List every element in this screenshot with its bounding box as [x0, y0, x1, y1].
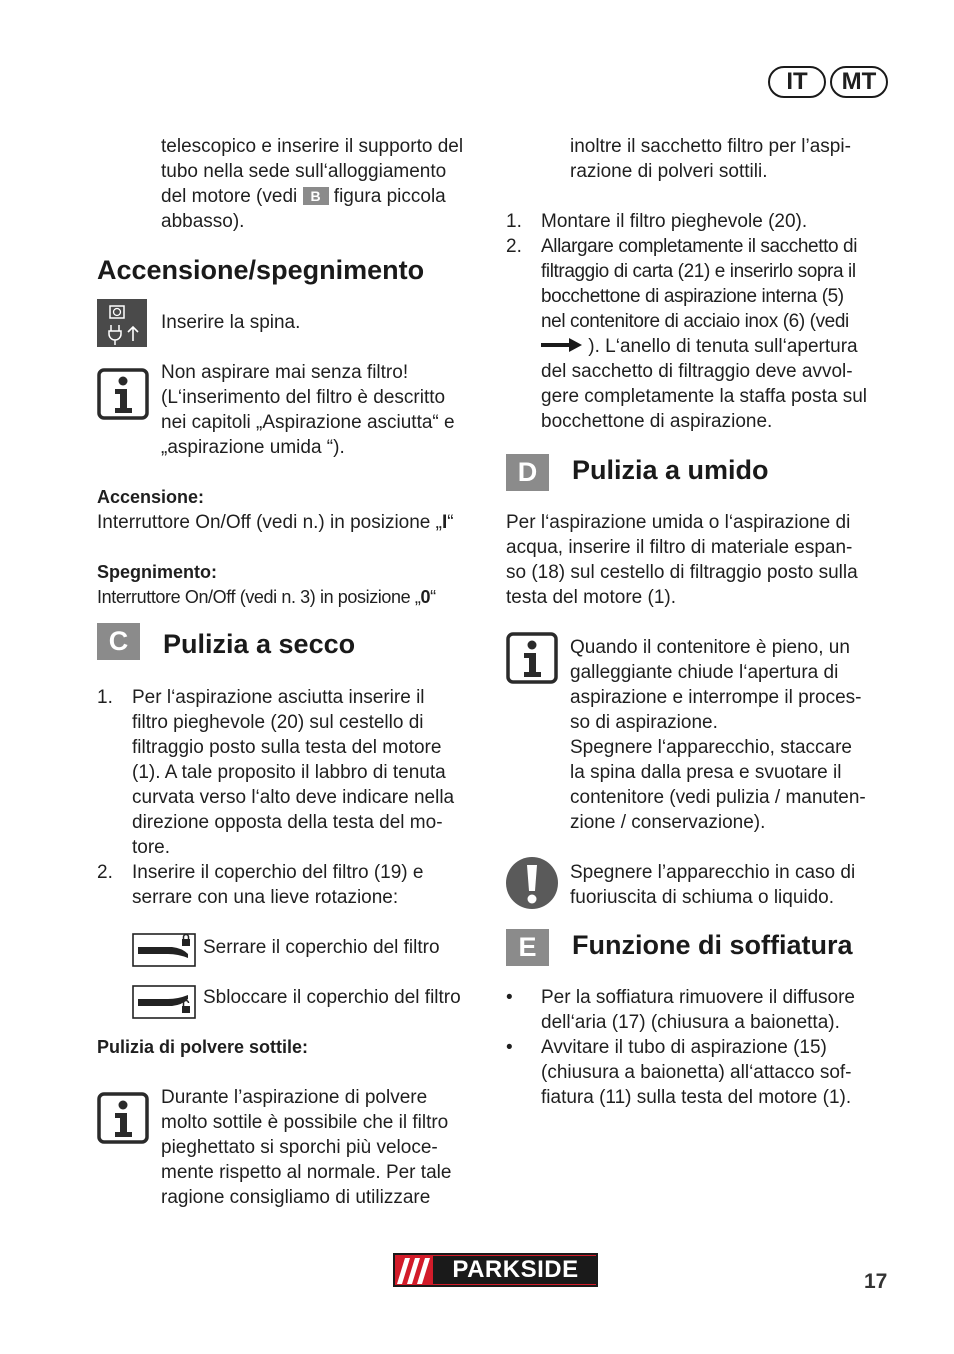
section-heading-wet: Pulizia a umido: [572, 455, 769, 485]
bullet: •: [506, 987, 513, 1008]
plug-icon: [97, 299, 147, 347]
parkside-logo: [393, 1253, 598, 1287]
list-item-number: 1.: [97, 687, 113, 708]
lock-cover-text: Serrare il coperchio del filtro: [203, 937, 440, 958]
switch-on-title: Accensione:: [97, 487, 205, 507]
list-item-number: 1.: [506, 211, 522, 232]
logo-stripes-icon: [397, 1258, 433, 1284]
switch-on-text: Interruttore On/Off (vedi n.) in posizione „I“: [97, 512, 454, 533]
bag-step-2: Allargare completamente il sacchetto di filtraggio di carta (21) e inserirlo sopra il bocchettone di aspirazione interna (5) nel contenitore di acciaio inox (6) (vedi ). L‘anello di tenuta sull‘apertura del sacchetto di filtraggio deve avvol- gere completamente la staffa posta sul bocchettone di aspirazione.: [541, 236, 868, 432]
dry-step-2: Inserire il coperchio del filtro (19) e serrare con una lieve rotazione:: [132, 862, 424, 908]
right-continuation: inoltre il sacchetto filtro per l’aspi- razione di polveri sottili.: [570, 136, 851, 182]
unlock-cover-icon: [132, 985, 196, 1019]
switch-off-text: Interruttore On/Off (vedi n. 3) in posizione „0“: [97, 587, 436, 607]
warning-icon: [506, 857, 558, 909]
fine-dust-title: Pulizia di polvere sottile:: [97, 1037, 309, 1057]
dry-step-1: Per l‘aspirazione asciutta inserire il filtro pieghevole (20) sul cestello di filtraggio posto sulla testa del motore (1). A tale proposito il labbro di tenuta curvata verso l‘alto deve indicare nella direzione opposta della testa del mo- tore.: [132, 687, 455, 858]
section-letter-c: C: [97, 623, 140, 660]
section-letter-e: E: [506, 929, 549, 966]
filter-note: Non aspirare mai senza filtro! (L‘inserimento del filtro è descritto nei capitoli „Aspirazione asciutta“ e „aspirazione umida “).: [161, 362, 455, 458]
container-full-note: Quando il contenitore è pieno, un galleggiante chiude l‘apertura di aspirazione e interrompe il proces- so di aspirazione. Spegnere l‘apparecchio, staccare la spina dalla presa e svuotare il contenitore (vedi pulizia / manuten- zione / conservazione).: [570, 637, 866, 833]
page-number: 17: [864, 1270, 888, 1293]
info-icon: [97, 368, 149, 420]
bag-step-1: Montare il filtro pieghevole (20).: [541, 211, 808, 232]
arrow-right-icon: [541, 336, 583, 354]
intro-paragraph: telescopico e inserire il supporto del tubo nella sede sull‘alloggiamento del motore (vedi B figura piccola abbasso).: [161, 136, 464, 232]
lang-badge-it: IT: [768, 66, 826, 98]
logo-text: PARKSIDE: [452, 1256, 579, 1283]
figure-ref-b-box: B: [303, 187, 329, 205]
section-heading-switch: Accensione/spegnimento: [97, 255, 425, 285]
info-icon: [506, 632, 558, 684]
list-item-number: 2.: [506, 236, 522, 257]
switch-off-title: Spegnimento:: [97, 562, 217, 582]
lock-cover-icon: [132, 933, 196, 967]
wet-paragraph: Per l‘aspirazione umida o l‘aspirazione di acqua, inserire il filtro di materiale espan- so (18) sul cestello di filtraggio posto sulla testa del motore (1).: [506, 512, 858, 608]
list-item-number: 2.: [97, 862, 113, 883]
section-heading-blow: Funzione di soffiatura: [572, 930, 853, 960]
blow-step-1: Per la soffiatura rimuovere il diffusore dell‘aria (17) (chiusura a baionetta).: [541, 987, 856, 1033]
foam-warning: Spegnere l’apparecchio in caso di fuoriuscita di schiuma o liquido.: [570, 862, 856, 908]
blow-step-2: Avvitare il tubo di aspirazione (15) (chiusura a baionetta) all‘attacco sof- fiatura (11) sulla testa del motore (1).: [541, 1037, 852, 1108]
section-letter-d: D: [506, 454, 549, 491]
plug-instruction: Inserire la spina.: [161, 312, 301, 333]
lang-badge-mt: MT: [830, 66, 888, 98]
fine-dust-note: Durante l’aspirazione di polvere molto sottile è possibile che il filtro pieghettato si sporchi più veloce- mente rispetto al normale. Per tale ragione consigliamo di utilizzare: [161, 1087, 452, 1208]
info-icon: [97, 1092, 149, 1144]
unlock-cover-text: Sbloccare il coperchio del filtro: [203, 987, 461, 1008]
section-heading-dry: Pulizia a secco: [163, 629, 356, 659]
bullet: •: [506, 1037, 513, 1058]
